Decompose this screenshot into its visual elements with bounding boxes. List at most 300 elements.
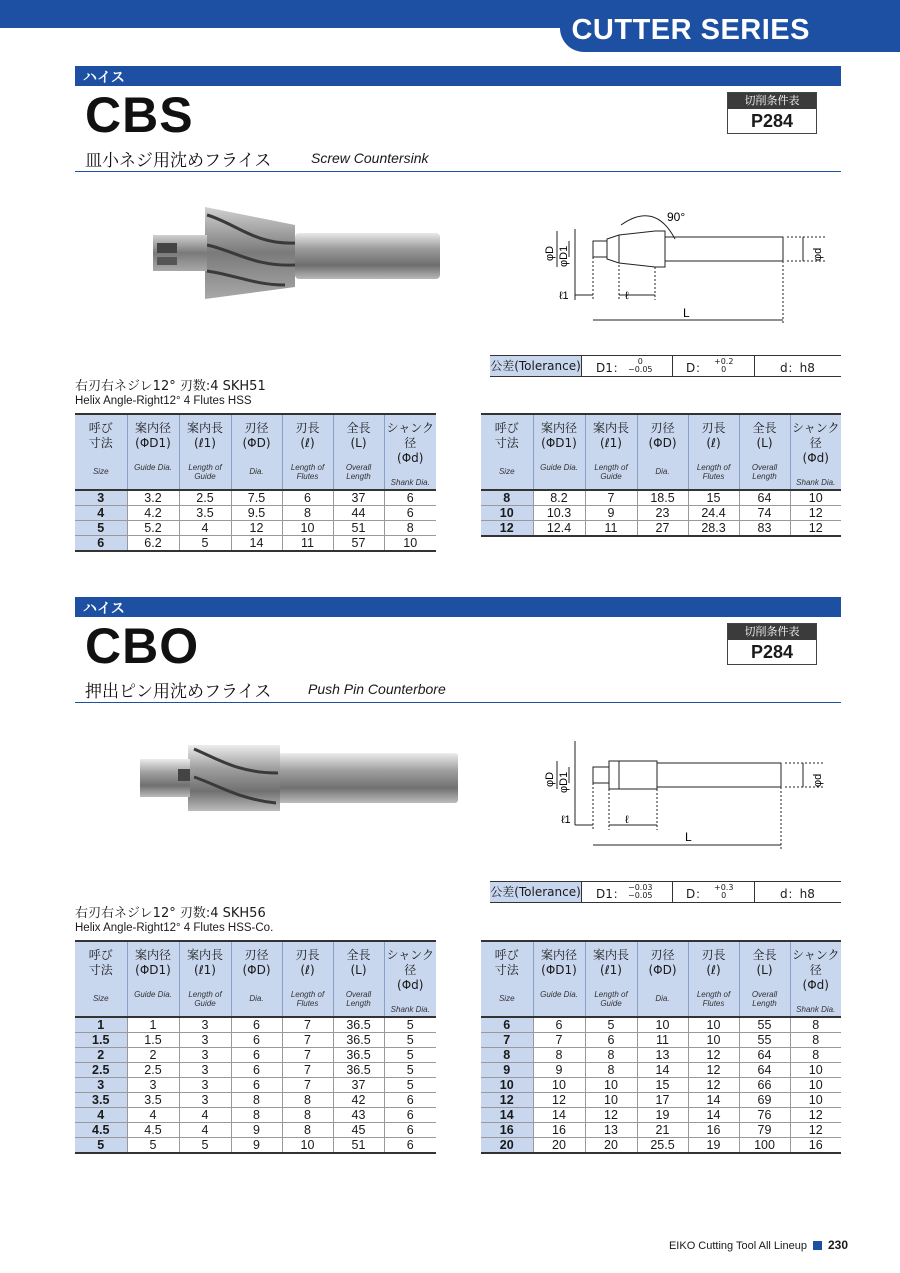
table-cell: 14 (231, 536, 282, 552)
header-jp-sub: (L) (756, 963, 773, 977)
table-cell: 66 (739, 1078, 790, 1093)
size-cell: 10 (481, 506, 533, 521)
size-cell: 12 (481, 521, 533, 537)
table-cell: 14 (533, 1108, 585, 1123)
header-jp-sub: (ℓ1) (194, 436, 216, 450)
table-row (75, 1063, 436, 1078)
column-header (637, 414, 688, 490)
tol-separator (672, 882, 673, 902)
header-jp: 刃径 (244, 948, 269, 962)
table-cell: 2 (127, 1048, 179, 1063)
header-jp-sub: (ΦD1) (135, 963, 171, 977)
cbo-spec (75, 906, 273, 936)
header-en: Dia. (249, 994, 264, 1003)
table-row (75, 536, 436, 552)
table-cell: 100 (739, 1138, 790, 1154)
column-header (585, 941, 637, 1017)
size-cell: 10 (481, 1078, 533, 1093)
table-cell: 10 (585, 1078, 637, 1093)
tol-shank-label: d：h8 (780, 361, 815, 375)
cbo-tolerance (490, 881, 841, 903)
table-cell: 11 (637, 1033, 688, 1048)
column-header (790, 941, 841, 1017)
size-cell: 8 (481, 1048, 533, 1063)
table-row (481, 1093, 841, 1108)
table-cell: 14 (688, 1093, 739, 1108)
table-cell: 12 (585, 1108, 637, 1123)
table-cell: 16 (533, 1123, 585, 1138)
size-cell: 4 (75, 1108, 127, 1123)
column-header (739, 414, 790, 490)
phi-D-label: φD (544, 245, 556, 261)
table-cell: 8 (231, 1093, 282, 1108)
table-cell: 8 (790, 1033, 841, 1048)
table-cell: 5 (384, 1033, 436, 1048)
table-cell: 2.5 (179, 490, 231, 506)
table-cell: 4 (179, 521, 231, 536)
table-cell: 64 (739, 1048, 790, 1063)
table-row (481, 1108, 841, 1123)
table-cell: 8 (585, 1048, 637, 1063)
table-row (481, 506, 841, 521)
table-cell: 12 (688, 1078, 739, 1093)
table-cell: 8 (282, 1093, 333, 1108)
cutting-conditions-ref[interactable] (727, 92, 817, 134)
table-cell: 42 (333, 1093, 384, 1108)
table-cell: 36.5 (333, 1048, 384, 1063)
size-cell: 3 (75, 1078, 127, 1093)
header-jp-sub: (ℓ1) (194, 963, 216, 977)
table-cell: 6 (231, 1033, 282, 1048)
table-cell: 5.2 (127, 521, 179, 536)
header-jp: 全長 (346, 421, 371, 435)
header-en: Shank Dia. (390, 1005, 430, 1014)
table-cell: 19 (688, 1138, 739, 1154)
header-en: Length of Flutes (290, 990, 325, 1008)
table-cell: 51 (333, 1138, 384, 1154)
header-bar (0, 0, 900, 58)
column-header (481, 941, 533, 1017)
header-en: Length of Flutes (696, 463, 731, 481)
table-cell: 9 (231, 1138, 282, 1154)
table-cell: 23 (637, 506, 688, 521)
table-cell: 6 (384, 1123, 436, 1138)
table-cell: 7 (282, 1063, 333, 1078)
tol-d-label: D： (686, 887, 708, 901)
l1-label: ℓ1 (559, 290, 569, 302)
cutting-conditions-page[interactable]: P284 (750, 111, 794, 131)
table-cell: 57 (333, 536, 384, 552)
size-cell: 2.5 (75, 1063, 127, 1078)
column-header (75, 941, 127, 1017)
header-en: Dia. (655, 994, 670, 1003)
table-cell: 43 (333, 1108, 384, 1123)
material-label: ハイス (83, 70, 125, 86)
table-row (75, 1108, 436, 1123)
header-jp: 全長 (752, 948, 777, 962)
table-row (75, 1017, 436, 1033)
header-en: Length of Guide (594, 463, 628, 481)
table-cell: 12 (688, 1063, 739, 1078)
table-cell: 4 (179, 1123, 231, 1138)
table-cell: 55 (739, 1033, 790, 1048)
header-en: Guide Dia. (540, 463, 578, 472)
header-jp: 全長 (346, 948, 371, 962)
material-label: ハイス (83, 601, 125, 617)
size-cell: 12 (481, 1093, 533, 1108)
table-cell: 9 (585, 506, 637, 521)
table-cell: 64 (739, 490, 790, 506)
header-en: Overall Length (345, 990, 372, 1008)
header-jp-sub: (L) (350, 436, 367, 450)
l-label: ℓ (625, 814, 629, 826)
header-jp-sub: (Φd) (802, 451, 829, 465)
size-cell: 7 (481, 1033, 533, 1048)
column-header (179, 414, 231, 490)
tol-separator (672, 356, 673, 376)
table-row (75, 1078, 436, 1093)
size-cell: 20 (481, 1138, 533, 1154)
spec-en: Helix Angle-Right12° 4 Flutes HSS (75, 395, 252, 407)
table-cell: 4 (179, 1108, 231, 1123)
header-jp: 案内長 (186, 948, 223, 962)
table-row (481, 1138, 841, 1154)
table-cell: 11 (282, 536, 333, 552)
header-en: Length of Flutes (290, 463, 325, 481)
cbs-tolerance (490, 355, 841, 377)
table-cell: 6 (231, 1078, 282, 1093)
header-jp: 呼び (88, 421, 113, 435)
table-cell: 7 (282, 1017, 333, 1033)
spec-jp: 右刃右ネジレ12° 刃数:4 SKH56 (75, 906, 266, 921)
header-jp-sub: (ΦD) (242, 963, 271, 977)
tol-separator (754, 882, 755, 902)
table-cell: 7 (282, 1048, 333, 1063)
table-cell: 3 (179, 1048, 231, 1063)
header-en: Dia. (249, 467, 264, 476)
table-cell: 16 (688, 1123, 739, 1138)
table-cell: 12 (790, 506, 841, 521)
cbs-spec (75, 379, 266, 409)
table-cell: 4.5 (127, 1123, 179, 1138)
table-cell: 3.5 (179, 506, 231, 521)
cutting-conditions-page[interactable]: P284 (750, 642, 794, 662)
column-header (282, 941, 333, 1017)
table-cell: 27 (637, 521, 688, 537)
header-jp-sub: 寸法 (88, 436, 113, 450)
table-cell: 79 (739, 1123, 790, 1138)
cutting-conditions-label: 切削条件表 (728, 93, 816, 109)
table-cell: 8 (790, 1048, 841, 1063)
table-cell: 10 (790, 1063, 841, 1078)
header-en: Length of Guide (594, 990, 628, 1008)
table-cell: 5 (179, 1138, 231, 1154)
table-cell: 3.2 (127, 490, 179, 506)
table-cell: 17 (637, 1093, 688, 1108)
table-cell: 36.5 (333, 1063, 384, 1078)
table-cell: 6 (384, 1093, 436, 1108)
header-jp-sub: (ΦD) (242, 436, 271, 450)
table-cell: 12 (790, 1108, 841, 1123)
product-name-en: Screw Countersink (311, 150, 429, 166)
tol-separator (754, 356, 755, 376)
column-header (282, 414, 333, 490)
table-cell: 83 (739, 521, 790, 537)
table-cell: 10 (533, 1078, 585, 1093)
model-name: CBS (85, 87, 194, 143)
cbo-table-left (75, 940, 436, 1154)
header-jp-sub: (ℓ1) (600, 436, 622, 450)
tol-shank-label: d：h8 (780, 887, 815, 901)
size-cell: 6 (75, 536, 127, 552)
table-cell: 76 (739, 1108, 790, 1123)
header-en: Size (498, 994, 515, 1003)
table-cell: 9 (533, 1063, 585, 1078)
column-header (127, 941, 179, 1017)
header-jp: 呼び (494, 948, 519, 962)
size-cell: 6 (481, 1017, 533, 1033)
header-jp-sub: 寸法 (494, 436, 519, 450)
table-cell: 8 (533, 1048, 585, 1063)
table-cell: 69 (739, 1093, 790, 1108)
material-bar (75, 66, 841, 86)
header-en: Guide Dia. (134, 463, 172, 472)
table-cell: 10 (790, 1078, 841, 1093)
header-jp-sub: 寸法 (88, 963, 113, 977)
tol-d1-lower: −0.05 (628, 365, 653, 374)
table-cell: 55 (739, 1017, 790, 1033)
column-header (384, 941, 436, 1017)
page-number: 230 (827, 1238, 848, 1252)
table-cell: 12.4 (533, 521, 585, 537)
table-cell: 10 (384, 536, 436, 552)
table-cell: 5 (585, 1017, 637, 1033)
header-jp-sub: (ΦD) (648, 963, 677, 977)
header-jp-sub: (Φd) (397, 451, 424, 465)
size-cell: 16 (481, 1123, 533, 1138)
header-jp: シャンク径 (386, 948, 435, 977)
header-en: Length of Guide (188, 990, 222, 1008)
table-cell: 8 (282, 506, 333, 521)
table-cell: 6 (384, 490, 436, 506)
table-cell: 12 (533, 1093, 585, 1108)
phi-d-label: φd (812, 773, 824, 787)
spec-jp: 右刃右ネジレ12° 刃数:4 SKH51 (75, 379, 266, 394)
table-cell: 4 (127, 1108, 179, 1123)
cutting-conditions-label: 切削条件表 (728, 624, 816, 640)
size-cell: 14 (481, 1108, 533, 1123)
column-header (533, 941, 585, 1017)
header-jp: 呼び (88, 948, 113, 962)
tolerance-label: 公差(Tolerance) (490, 882, 582, 902)
table-row (75, 1093, 436, 1108)
cbs-section-header (75, 66, 841, 176)
table-cell: 6 (231, 1017, 282, 1033)
series-title: CUTTER SERIES (571, 14, 810, 46)
tol-d-lower: 0 (721, 365, 727, 374)
table-cell: 19 (637, 1108, 688, 1123)
header-jp: 刃長 (701, 948, 726, 962)
header-jp: 案内長 (592, 948, 629, 962)
size-cell: 2 (75, 1048, 127, 1063)
table-cell: 3 (179, 1078, 231, 1093)
table-cell: 7 (533, 1033, 585, 1048)
tol-d1-values (628, 884, 653, 900)
cbo-dimension-diagram (525, 735, 845, 855)
table-cell: 10 (585, 1093, 637, 1108)
tol-d-upper: +0.2 (714, 357, 734, 366)
table-cell: 28.3 (688, 521, 739, 537)
header-jp-sub: 寸法 (494, 963, 519, 977)
table-cell: 20 (533, 1138, 585, 1154)
table-row (481, 1017, 841, 1033)
table-cell: 12 (790, 1123, 841, 1138)
column-header (585, 414, 637, 490)
size-cell: 1.5 (75, 1033, 127, 1048)
header-jp: 案内径 (134, 948, 171, 962)
cutting-conditions-ref[interactable] (727, 623, 817, 665)
table-row (481, 1033, 841, 1048)
size-cell: 8 (481, 490, 533, 506)
table-cell: 9.5 (231, 506, 282, 521)
l-label: ℓ (625, 290, 629, 302)
l1-label: ℓ1 (561, 814, 571, 826)
table-cell: 74 (739, 506, 790, 521)
table-cell: 3 (179, 1017, 231, 1033)
table-cell: 14 (637, 1063, 688, 1078)
column-header (688, 941, 739, 1017)
header-jp: 案内径 (540, 948, 577, 962)
tolerance-label: 公差(Tolerance) (490, 356, 582, 376)
table-cell: 8.2 (533, 490, 585, 506)
header-jp: 案内径 (540, 421, 577, 435)
table-cell: 8 (231, 1108, 282, 1123)
table-cell: 45 (333, 1123, 384, 1138)
header-en: Shank Dia. (390, 478, 430, 487)
table-cell: 36.5 (333, 1033, 384, 1048)
table-cell: 51 (333, 521, 384, 536)
header-jp: 刃径 (650, 948, 675, 962)
header-en: Size (92, 467, 109, 476)
cbs-tool-photo (145, 205, 445, 300)
cbo-tool-photo (138, 743, 463, 813)
table-cell: 1.5 (127, 1033, 179, 1048)
table-row (75, 1138, 436, 1154)
table-cell: 5 (384, 1063, 436, 1078)
table-cell: 6 (231, 1063, 282, 1078)
header-jp-sub: (ΦD) (648, 436, 677, 450)
phi-D1-label: φD1 (558, 771, 570, 793)
table-cell: 64 (739, 1063, 790, 1078)
table-cell: 10 (790, 1093, 841, 1108)
header-jp-sub: (L) (350, 963, 367, 977)
header-jp: 呼び (494, 421, 519, 435)
header-jp-sub: (ℓ) (706, 436, 721, 450)
table-row (75, 490, 436, 506)
header-en: Size (92, 994, 109, 1003)
table-cell: 7.5 (231, 490, 282, 506)
model-name: CBO (85, 618, 200, 674)
tol-d-upper: +0.3 (714, 883, 734, 892)
table-cell: 8 (282, 1108, 333, 1123)
header-en: Shank Dia. (796, 478, 836, 487)
tol-d1-lower: −0.05 (628, 891, 653, 900)
tol-d-values (714, 884, 733, 900)
phi-d-label: φd (812, 247, 824, 261)
table-cell: 6 (533, 1017, 585, 1033)
table-cell: 5 (127, 1138, 179, 1154)
size-cell: 3 (75, 490, 127, 506)
table-cell: 2.5 (127, 1063, 179, 1078)
header-jp: 刃径 (650, 421, 675, 435)
product-name-jp: 皿小ネジ用沈めフライス (85, 151, 272, 171)
size-cell: 9 (481, 1063, 533, 1078)
product-description (75, 144, 841, 172)
table-cell: 8 (585, 1063, 637, 1078)
table-row (75, 521, 436, 536)
cbs-table-right (481, 413, 841, 537)
header-jp-sub: (ΦD1) (135, 436, 171, 450)
header-en: Length of Flutes (696, 990, 731, 1008)
column-header (637, 941, 688, 1017)
spec-en: Helix Angle-Right12° 4 Flutes HSS-Co. (75, 922, 274, 934)
table-cell: 15 (637, 1078, 688, 1093)
column-header (688, 414, 739, 490)
table-cell: 20 (585, 1138, 637, 1154)
header-en: Overall Length (751, 463, 778, 481)
column-header (790, 414, 841, 490)
tol-d1-values (628, 358, 653, 374)
product-description (75, 675, 841, 703)
tol-d1-upper: −0.03 (628, 883, 653, 892)
size-cell: 5 (75, 521, 127, 536)
table-cell: 21 (637, 1123, 688, 1138)
header-jp-sub: (L) (756, 436, 773, 450)
product-name-en: Push Pin Counterbore (308, 681, 446, 697)
table-row (481, 490, 841, 506)
table-cell: 10.3 (533, 506, 585, 521)
table-cell: 7 (282, 1033, 333, 1048)
table-cell: 1 (127, 1017, 179, 1033)
table-row (75, 1033, 436, 1048)
table-row (481, 521, 841, 537)
header-jp-sub: (ℓ) (300, 963, 315, 977)
table-row (481, 1063, 841, 1078)
page-footer (669, 1238, 848, 1252)
table-cell: 10 (688, 1017, 739, 1033)
tol-d1-label: D1： (596, 887, 625, 901)
table-row (481, 1048, 841, 1063)
table-cell: 6 (585, 1033, 637, 1048)
table-cell: 13 (637, 1048, 688, 1063)
table-cell: 12 (231, 521, 282, 536)
angle-label: 90° (667, 210, 686, 224)
cbs-table-left (75, 413, 436, 552)
header-jp: シャンク径 (791, 948, 840, 977)
table-cell: 5 (384, 1078, 436, 1093)
table-cell: 25.5 (637, 1138, 688, 1154)
header-en: Overall Length (751, 990, 778, 1008)
table-cell: 12 (790, 521, 841, 537)
size-cell: 1 (75, 1017, 127, 1033)
material-bar (75, 597, 841, 617)
table-cell: 10 (790, 490, 841, 506)
table-cell: 36.5 (333, 1017, 384, 1033)
table-cell: 18.5 (637, 490, 688, 506)
table-cell: 37 (333, 490, 384, 506)
header-jp: 案内径 (134, 421, 171, 435)
header-en: Guide Dia. (540, 990, 578, 999)
